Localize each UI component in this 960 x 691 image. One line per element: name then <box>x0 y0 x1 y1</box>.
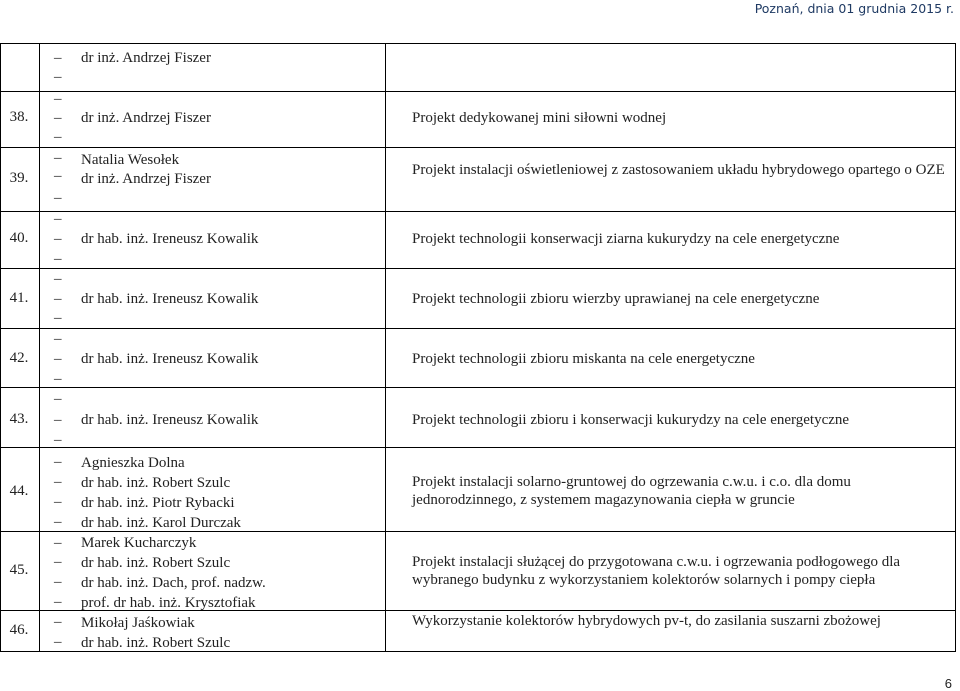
author-name: dr hab. inż. Ireneusz Kowalik <box>81 412 259 428</box>
author-name: prof. dr hab. inż. Krysztofiak <box>81 595 256 611</box>
project-title: Projekt technologii zbioru i konserwacji kukurydzy na cele energetyczne <box>412 412 850 428</box>
author-name: dr hab. inż. Ireneusz Kowalik <box>81 231 259 247</box>
row-number: 39. <box>9 170 29 186</box>
column-divider <box>385 44 386 651</box>
list-dash: – <box>54 391 62 407</box>
list-dash: – <box>54 574 62 590</box>
author-name: dr hab. inż. Robert Szulc <box>81 475 231 491</box>
author-name: dr inż. Andrzej Fiszer <box>81 171 211 187</box>
author-name: dr hab. inż. Dach, prof. nadzw. <box>81 575 266 591</box>
list-dash: – <box>54 251 62 267</box>
list-dash: – <box>54 69 62 85</box>
list-dash: – <box>54 211 62 227</box>
list-dash: – <box>54 331 62 347</box>
list-dash: – <box>54 351 62 367</box>
list-dash: – <box>54 474 62 490</box>
project-title: Projekt technologii zbioru wierzby uprawianej na cele energetyczne <box>412 291 820 307</box>
row-number: 42. <box>9 350 29 366</box>
project-title: Projekt technologii konserwacji ziarna kukurydzy na cele energetyczne <box>412 231 840 247</box>
project-title: Projekt technologii zbioru miskanta na cele energetyczne <box>412 351 755 367</box>
row-number: 45. <box>9 562 29 578</box>
row-divider <box>1 387 955 388</box>
author-name: Mikołaj Jaśkowiak <box>81 615 195 631</box>
author-name: dr inż. Andrzej Fiszer <box>81 110 211 126</box>
author-name: dr hab. inż. Ireneusz Kowalik <box>81 351 259 367</box>
list-dash: – <box>54 432 62 448</box>
list-dash: – <box>54 494 62 510</box>
list-dash: – <box>54 50 62 66</box>
project-title: Wykorzystanie kolektorów hybrydowych pv-t, do zasilania suszarni zbożowej <box>412 613 881 629</box>
row-number: 38. <box>9 109 29 125</box>
author-name: dr inż. Andrzej Fiszer <box>81 50 211 66</box>
page-header-date: Poznań, dnia 01 grudnia 2015 r. <box>754 1 954 16</box>
row-number: 41. <box>9 290 29 306</box>
row-number: 43. <box>9 411 29 427</box>
row-divider <box>1 91 955 92</box>
row-divider <box>1 328 955 329</box>
list-dash: – <box>54 535 62 551</box>
list-dash: – <box>54 168 62 184</box>
list-dash: – <box>54 231 62 247</box>
list-dash: – <box>54 514 62 530</box>
row-divider <box>1 147 955 148</box>
row-number: 44. <box>9 483 29 499</box>
column-divider <box>39 44 40 651</box>
author-name: dr hab. inż. Ireneusz Kowalik <box>81 291 259 307</box>
list-dash: – <box>54 594 62 610</box>
project-title: Projekt instalacji oświetleniowej z zastosowaniem układu hybrydowego opartego o OZE <box>412 162 945 178</box>
list-dash: – <box>54 110 62 126</box>
author-name: dr hab. inż. Karol Durczak <box>81 515 241 531</box>
list-dash: – <box>54 291 62 307</box>
list-dash: – <box>54 271 62 287</box>
page-number: 6 <box>944 676 952 691</box>
list-dash: – <box>54 310 62 326</box>
author-name: dr hab. inż. Piotr Rybacki <box>81 495 235 511</box>
list-dash: – <box>54 634 62 650</box>
list-dash: – <box>54 371 62 387</box>
row-divider <box>1 211 955 212</box>
project-title: Projekt instalacji służącej do przygotowana c.w.u. i ogrzewania podłogowego dla wybranego budynku z wykorzystaniem kolektorów solarnych i pompy ciepła <box>412 554 901 588</box>
list-dash: – <box>54 129 62 145</box>
author-name: Agnieszka Dolna <box>81 455 185 471</box>
list-dash: – <box>54 554 62 570</box>
list-dash: – <box>54 91 62 107</box>
list-dash: – <box>54 150 62 166</box>
list-dash: – <box>54 412 62 428</box>
list-dash: – <box>54 454 62 470</box>
row-number: 46. <box>9 622 29 638</box>
row-divider <box>1 447 955 448</box>
author-name: Natalia Wesołek <box>81 152 180 168</box>
author-name: dr hab. inż. Robert Szulc <box>81 555 231 571</box>
list-dash: – <box>54 190 62 206</box>
row-number: 40. <box>9 230 29 246</box>
author-name: Marek Kucharczyk <box>81 535 197 551</box>
project-title: Projekt instalacji solarno-gruntowej do ogrzewania c.w.u. i c.o. dla domu jednorodzinnego, z systemem magazynowania ciepła w gruncie <box>412 474 851 508</box>
project-title: Projekt dedykowanej mini siłowni wodnej <box>412 110 667 126</box>
author-name: dr hab. inż. Robert Szulc <box>81 635 231 651</box>
list-dash: – <box>54 614 62 630</box>
row-divider <box>1 268 955 269</box>
